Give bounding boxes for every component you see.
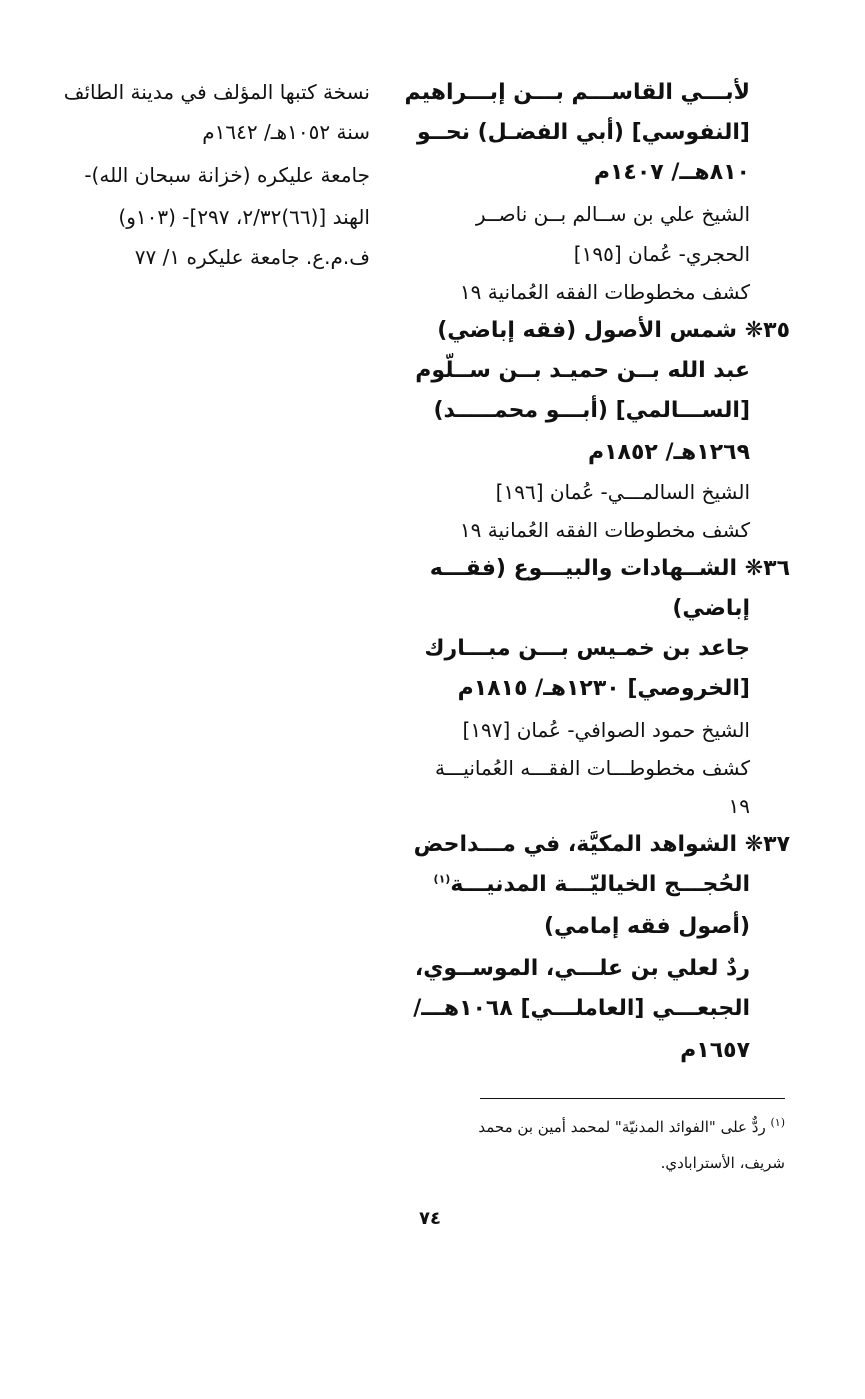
entry-line: (أصول فقه إمامي) — [544, 914, 750, 939]
footnote-divider — [480, 1098, 785, 1099]
entry-line: عبد الله بــن حميـد بــن ســلّوم — [415, 358, 750, 383]
footnote-text: ردٌّ على "الفوائد المدنيّة" لمحمد أمين بن محمد — [478, 1118, 766, 1136]
left-line: جامعة عليكره (خزانة سبحان الله)- — [84, 163, 370, 187]
footnote-line — [470, 1116, 785, 1136]
entry-line: [الخروصي] ١٢٣٠هـ/ ١٨١٥م — [457, 676, 750, 701]
entry-line: الجبعـــي [العاملـــي] ١٠٦٨هـــ/ — [413, 996, 750, 1021]
footnote-mark: (١) — [770, 1116, 785, 1129]
entry-line: [النفوسي] (أبي الفضـل) نحــو — [417, 120, 750, 145]
entry-line: كشف مخطوطات الفقه العُمانية ١٩ — [459, 518, 750, 542]
page-number: ٧٤ — [419, 1208, 441, 1229]
entry-heading: ٣٧❋ الشواهد المكيَّة، في مـــداحض — [413, 832, 790, 857]
entry-line: لأبـــي القاســـم بـــن إبـــراهيم — [404, 80, 750, 105]
entry-line: الشيخ السالمـــي- عُمان [١٩٦] — [495, 480, 750, 504]
left-line: ف.م.ع. جامعة عليكره ١/ ٧٧ — [134, 245, 370, 269]
entry-line: الشيخ علي بن ســالم بــن ناصــر — [475, 202, 750, 226]
entry-line: ٨١٠هــ/ ١٤٠٧م — [593, 160, 750, 185]
entry-line: ١٦٥٧م — [680, 1038, 750, 1063]
entry-line: [الســـالمي] (أبـــو محمـــــد) — [433, 398, 750, 423]
entry-heading: ٣٦❋ الشــهادات والبيـــوع (فقـــه — [429, 556, 790, 581]
entry-heading: ٣٥❋ شمس الأصول (فقه إباضي) — [437, 318, 790, 343]
left-line: الهند [(٦٦)٢/٣٢، ٢٩٧]- (١٠٣و) — [118, 205, 370, 229]
footnote-reference[interactable]: (١) — [433, 872, 451, 886]
entry-line: الشيخ حمود الصوافي- عُمان [١٩٧] — [462, 718, 750, 742]
entry-line: ردٌ لعلي بن علـــي، الموســوي، — [414, 956, 750, 981]
entry-line: ١٩ — [728, 794, 750, 818]
entry-line: ١٢٦٩هـ/ ١٨٥٢م — [587, 440, 750, 465]
entry-line: الحجري- عُمان [١٩٥] — [573, 242, 750, 266]
entry-line — [434, 872, 750, 897]
entry-line: إباضي) — [672, 596, 750, 621]
left-line: سنة ١٠٥٢هـ/ ١٦٤٢م — [202, 120, 370, 144]
entry-line: كشف مخطوطات الفقه العُمانية ١٩ — [459, 280, 750, 304]
left-line: نسخة كتبها المؤلف في مدينة الطائف — [63, 80, 370, 104]
entry-line-text: الحُجـــج الخياليّـــة المدنيـــة — [450, 872, 750, 897]
entry-line: جاعد بن خمـيس بـــن مبـــارك — [424, 636, 750, 661]
footnote-line: شريف، الأسترابادي. — [660, 1154, 785, 1172]
entry-line: كشف مخطوطـــات الفقـــه العُمانيـــة — [435, 756, 750, 780]
